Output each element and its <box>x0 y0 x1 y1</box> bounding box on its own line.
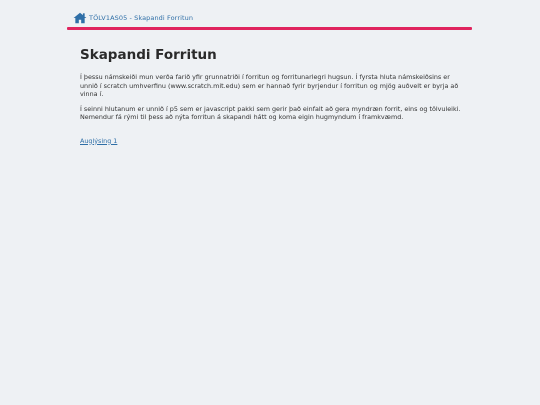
home-link[interactable] <box>67 12 193 24</box>
breadcrumb[interactable]: TÖLV1AS05 - Skapandi Forritun <box>89 14 194 22</box>
home-icon <box>73 12 87 24</box>
intro-paragraph: Í þessu námskeiði mun verða farið yfir grunnatriði í forritun og forritunarlegri hugsun. Í fyrsta hluta námskeiðsins er unnið í scratch umhverfinu (www.scratch.mit.edu) sem er hannað fyrir byrjendur í forritun og mjög auðvelt er byrja að vinna í. <box>80 73 459 98</box>
main-content <box>80 47 464 147</box>
second-paragraph: Í seinni hlutanum er unnið í p5 sem er javascript pakki sem gerir það einfalt að gera myndræn forrit, eins og tölvuleiki. Nemendur fá rými til þess að nýta forritun á skapandi hátt og koma eigin hugmyndum í framkvæmd. <box>80 104 461 121</box>
top-navigation <box>67 9 472 27</box>
page-title: Skapandi Forritun <box>80 47 217 63</box>
advertisement-link[interactable]: Auglýsing 1 <box>80 136 118 145</box>
accent-divider <box>67 27 472 30</box>
